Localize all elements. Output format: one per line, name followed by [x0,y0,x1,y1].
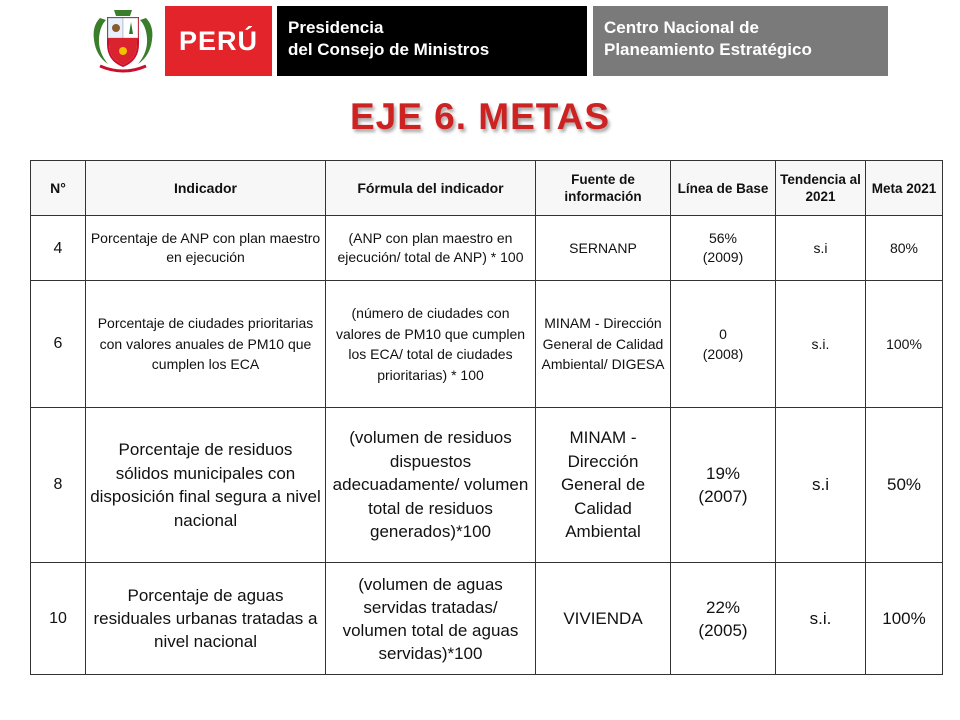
header-num: N° [31,161,86,216]
linea-value: 0 [719,325,727,342]
table-row [31,281,943,408]
cell-num: 8 [31,408,86,563]
pcm-label [277,6,587,76]
cell-indicador: Porcentaje de aguas residuales urbanas tratadas a nivel nacional [86,563,326,675]
cell-linea [671,216,776,281]
cell-meta: 100% [866,281,943,408]
peru-label: PERÚ [165,6,272,76]
table-header-row [31,161,943,216]
cell-tendencia: s.i [776,408,866,563]
table-row [31,216,943,281]
cell-indicador: Porcentaje de residuos sólidos municipales con disposición final segura a nivel nacional [86,408,326,563]
cell-linea [671,408,776,563]
cell-fuente: MINAM - Dirección General de Calidad Ambiental/ DIGESA [536,281,671,408]
cell-indicador: Porcentaje de ciudades prioritarias con valores anuales de PM10 que cumplen los ECA [86,281,326,408]
table-row [31,408,943,563]
cell-formula: (número de ciudades con valores de PM10 que cumplen los ECA/ total de ciudades prioritarias) * 100 [326,281,536,408]
linea-value: 22% [705,597,741,617]
cell-tendencia: s.i. [776,281,866,408]
table-row [31,563,943,675]
header-linea: Línea de Base [671,161,776,216]
header-formula: Fórmula del indicador [326,161,536,216]
ceplan-line-1: Centro Nacional de [604,18,759,37]
cell-fuente: SERNANP [536,216,671,281]
cell-formula: (volumen de aguas servidas tratadas/ volumen total de aguas servidas)*100 [326,563,536,675]
linea-year: (2008) [702,346,744,362]
pcm-line-1: Presidencia [288,18,384,37]
cell-fuente: VIVIENDA [536,563,671,675]
linea-value: 56% [708,230,738,246]
cell-formula: (ANP con plan maestro en ejecución/ total de ANP) * 100 [326,216,536,281]
page-title: EJE 6. METAS [349,96,611,137]
cell-linea [671,563,776,675]
ceplan-line-2: Planeamiento Estratégico [604,40,812,59]
linea-year: (2007) [698,487,748,506]
cell-meta: 100% [866,563,943,675]
cell-formula: (volumen de residuos dispuestos adecuadamente/ volumen total de residuos generados)*100 [326,408,536,563]
header-meta: Meta 2021 [866,161,943,216]
cell-num: 6 [31,281,86,408]
cell-fuente: MINAM - Dirección General de Calidad Ambiental [536,408,671,563]
header [0,0,960,80]
cell-num: 10 [31,563,86,675]
cell-meta: 50% [866,408,943,563]
cell-linea [671,281,776,408]
ceplan-label [593,6,888,76]
header-fuente: Fuente de información [536,161,671,216]
cell-tendencia: s.i. [776,563,866,675]
pcm-line-2: del Consejo de Ministros [288,40,490,59]
linea-year: (2005) [698,620,748,640]
header-tendencia: Tendencia al 2021 [776,161,866,216]
header-indicador: Indicador [86,161,326,216]
cell-indicador: Porcentaje de ANP con plan maestro en ejecución [86,216,326,281]
linea-value: 19% [705,463,741,483]
cell-num: 4 [31,216,86,281]
linea-year: (2009) [702,249,744,265]
metas-table [30,160,943,675]
cell-meta: 80% [866,216,943,281]
cell-tendencia: s.i [776,216,866,281]
coat-of-arms-icon [88,4,158,76]
